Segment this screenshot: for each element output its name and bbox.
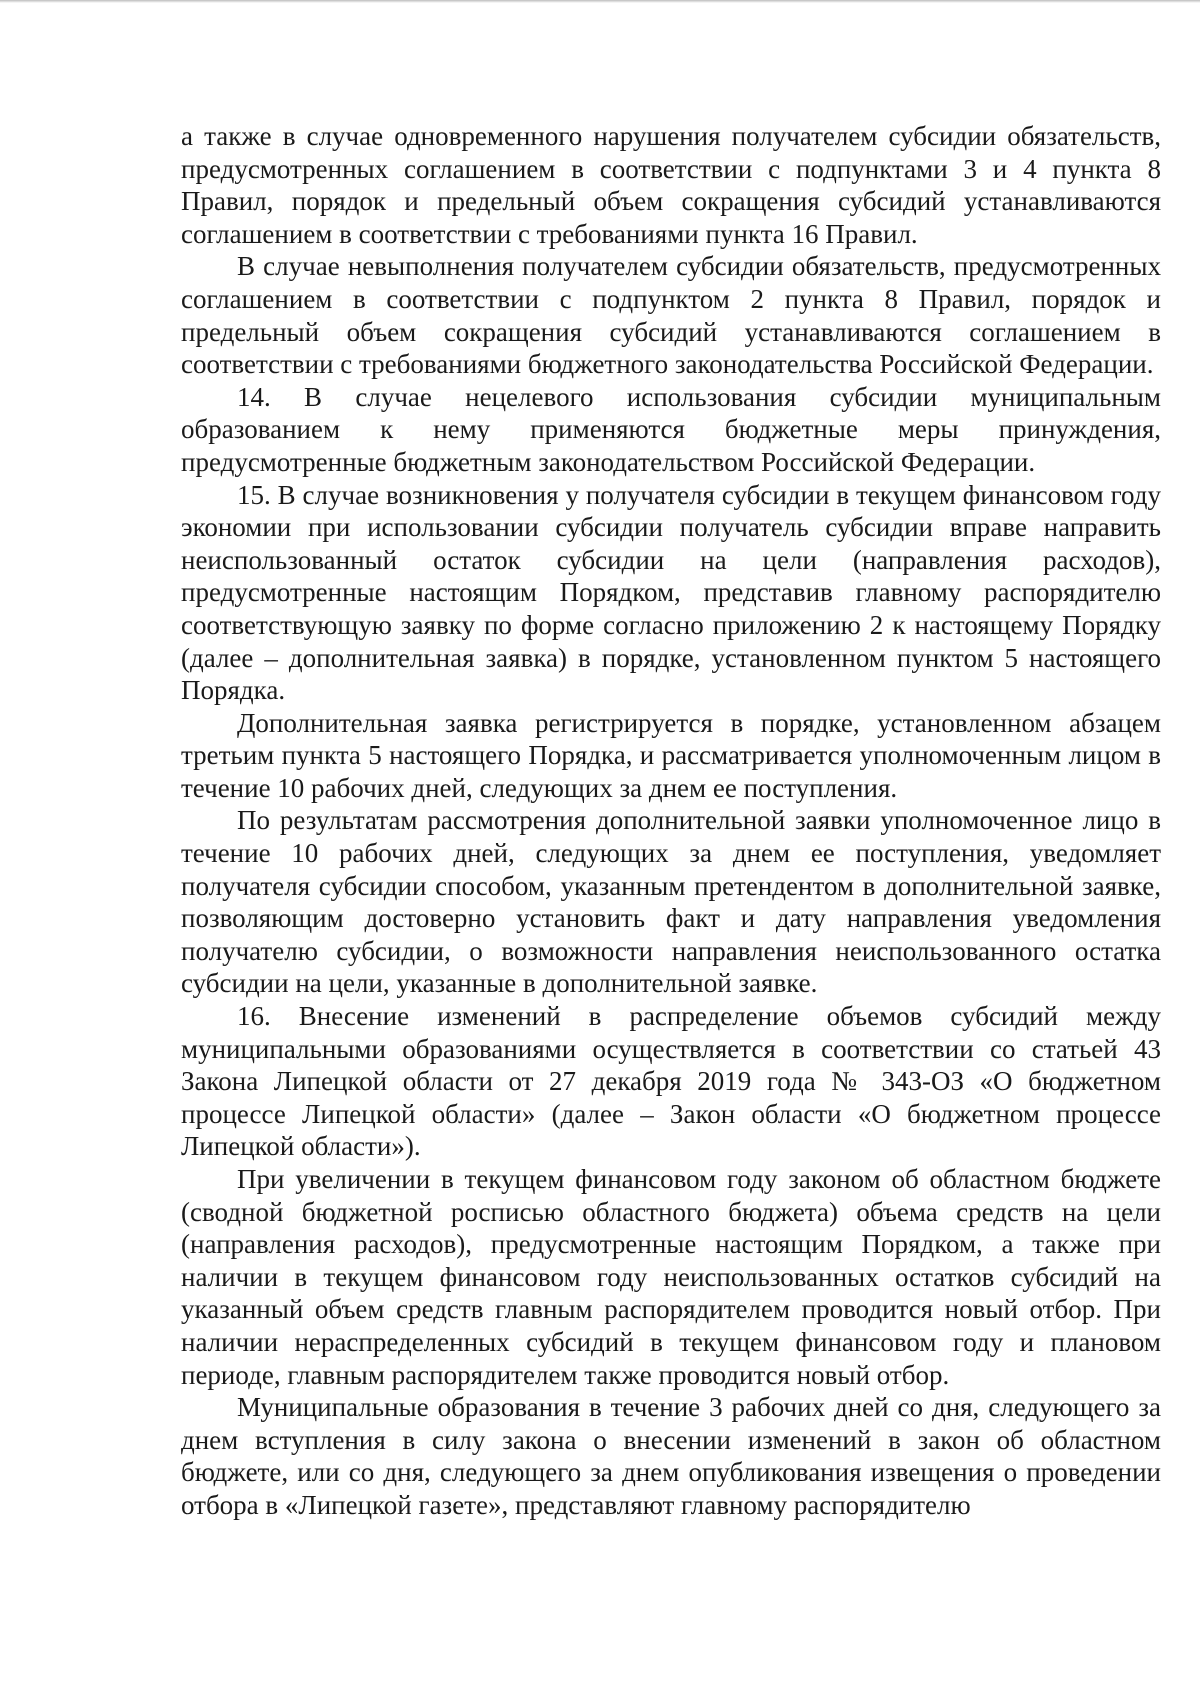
paragraph: В случае невыполнения получателем субсидии обязательств, предусмотренных соглашением в соответствии с подпунктом 2 пункта 8 Правил, порядок и предельный объем сокращения субсидий устанавливаются соглашением в соответствии с требованиями бюджетного законодательства Российской Федерации.: [181, 251, 1161, 380]
paragraph-item-15: 15. В случае возникновения у получателя субсидии в текущем финансовом году экономии при использовании субсидии получатель субсидии вправе направить неиспользованный остаток субсидии на цели (направления расходов), предусмотренные настоящим Порядком, представив главному распорядителю соответствующую заявку по форме согласно приложению 2 к настоящему Порядку (далее – дополнительная заявка) в порядке, установленном пунктом 5 настоящего Порядка.: [181, 479, 1161, 706]
document-body: [181, 120, 1161, 1522]
paragraph-continuation: а также в случае одновременного нарушения получателем субсидии обязательств, предусмотренных соглашением в соответствии с подпунктами 3 и 4 пункта 8 Правил, порядок и предельный объем сокращения субсидий устанавливаются соглашением в соответствии с требованиями пункта 16 Правил.: [181, 121, 1161, 249]
paragraph-item-16: 16. Внесение изменений в распределение объемов субсидий между муниципальными образованиями осуществляется в соответствии со статьей 43 Закона Липецкой области от 27 декабря 2019 года № 343-ОЗ «О бюджетном процессе Липецкой области» (далее – Закон области «О бюджетном процессе Липецкой области»).: [181, 1001, 1161, 1162]
paragraph: При увеличении в текущем финансовом году законом об областном бюджете (сводной бюджетной росписью областного бюджета) объема средств на цели (направления расходов), предусмотренные настоящим Порядком, а также при наличии в текущем финансовом году неиспользованных остатков субсидий на указанный объем средств главным распорядителем проводится новый отбор. При наличии нераспределенных субсидий в текущем финансовом году и плановом периоде, главным распорядителем также проводится новый отбор.: [181, 1164, 1161, 1390]
scan-top-edge: [0, 0, 1200, 3]
paragraph-item-14: 14. В случае нецелевого использования субсидии муниципальным образованием к нему применяются бюджетные меры принуждения, предусмотренные бюджетным законодательством Российской Федерации.: [181, 381, 1161, 477]
paragraph: По результатам рассмотрения дополнительной заявки уполномоченное лицо в течение 10 рабочих дней, следующих за днем ее поступления, уведомляет получателя субсидии способом, указанным претендентом в дополнительной заявке, позволяющим достоверно установить факт и дату направления уведомления получателю субсидии, о возможности направления неиспользованного остатка субсидии на цели, указанные в дополнительной заявке.: [181, 805, 1161, 999]
paragraph: Дополнительная заявка регистрируется в порядке, установленном абзацем третьим пункта 5 настоящего Порядка, и рассматривается уполномоченным лицом в течение 10 рабочих дней, следующих за днем ее поступления.: [181, 707, 1161, 803]
paragraph: Муниципальные образования в течение 3 рабочих дней со дня, следующего за днем вступления в силу закона о внесении изменений в закон об областном бюджете, или со дня, следующего за днем опубликования извещения о проведении отбора в «Липецкой газете», представляют главному распорядителю: [181, 1392, 1161, 1520]
